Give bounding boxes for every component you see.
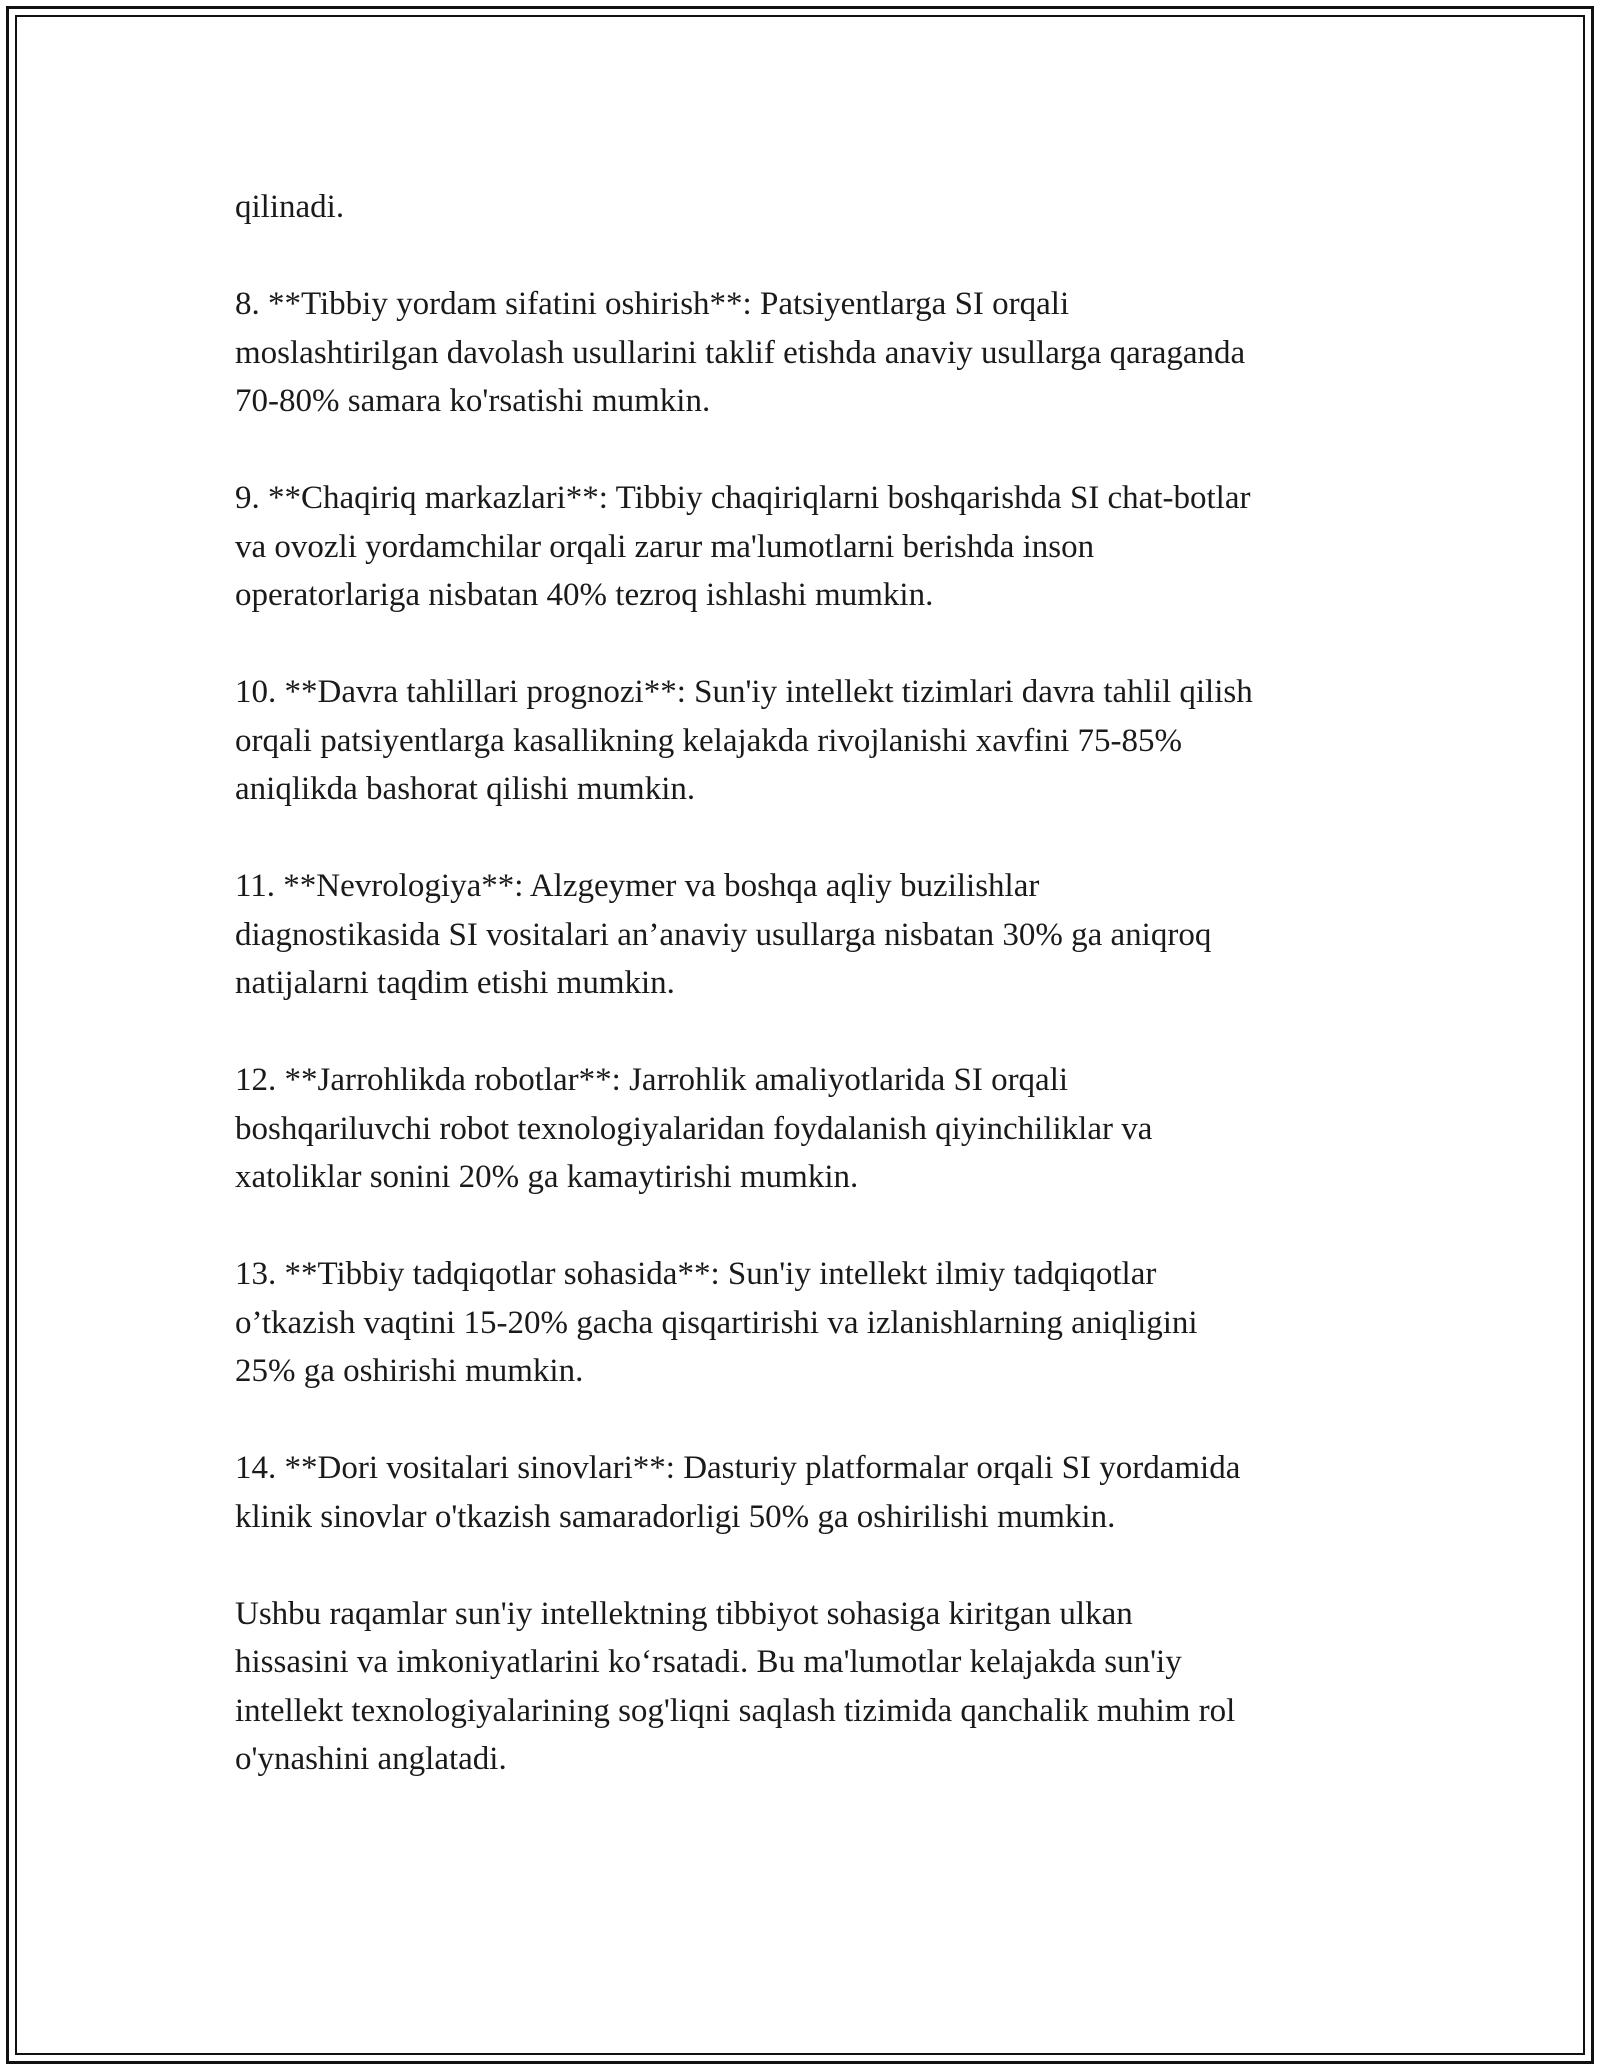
list-item-14: 14. **Dori vositalari sinovlari**: Dasturiy platformalar orqali SI yordamida klinik sinovlar o'tkazish samaradorligi 50% ga oshirilishi mumkin. bbox=[235, 1450, 1241, 1535]
list-item-13: 13. **Tibbiy tadqiqotlar sohasida**: Sun'iy intellekt ilmiy tadqiqotlar o’tkazish vaqtini 15-20% gacha qisqartirishi va izlanishlarning aniqligini 25% ga oshirishi mumkin. bbox=[235, 1256, 1198, 1389]
list-item-8: 8. **Tibbiy yordam sifatini oshirish**: Patsiyentlarga SI orqali moslashtirilgan davolash usullarini taklif etishda anaviy usullarga qaraganda 70-80% samara ko'rsatishi mumkin. bbox=[235, 286, 1246, 419]
conclusion-paragraph: Ushbu raqamlar sun'iy intellektning tibbiyot sohasiga kiritgan ulkan hissasini va imkoniyatlarini ko‘rsatadi. Bu ma'lumotlar kelajakda sun'iy intellekt texnologiyalarining sog'liqni saqlash tizimida qanchalik muhim rol o'ynashini anglatadi. bbox=[235, 1595, 1236, 1777]
document-body bbox=[235, 183, 1380, 1784]
paragraph-continuation: qilinadi. bbox=[235, 189, 345, 225]
list-item-12: 12. **Jarrohlikda robotlar**: Jarrohlik amaliyotlarida SI orqali boshqariluvchi robot texnologiyalaridan foydalanish qiyinchiliklar va xatoliklar sonini 20% ga kamaytirishi mumkin. bbox=[235, 1062, 1153, 1195]
list-item-11: 11. **Nevrologiya**: Alzgeymer va boshqa aqliy buzilishlar diagnostikasida SI vositalari an’anaviy usullarga nisbatan 30% ga aniqroq natijalarni taqdim etishi mumkin. bbox=[235, 868, 1212, 1001]
list-item-9: 9. **Chaqiriq markazlari**: Tibbiy chaqiriqlarni boshqarishda SI chat-botlar va ovozli yordamchilar orqali zarur ma'lumotlarni berishda inson operatorlariga nisbatan 40% tezroq ishlashi mumkin. bbox=[235, 480, 1251, 613]
list-item-10: 10. **Davra tahlillari prognozi**: Sun'iy intellekt tizimlari davra tahlil qilish orqali patsiyentlarga kasallikning kelajakda rivojlanishi xavfini 75-85% aniqlikda bashorat qilishi mumkin. bbox=[235, 674, 1253, 807]
